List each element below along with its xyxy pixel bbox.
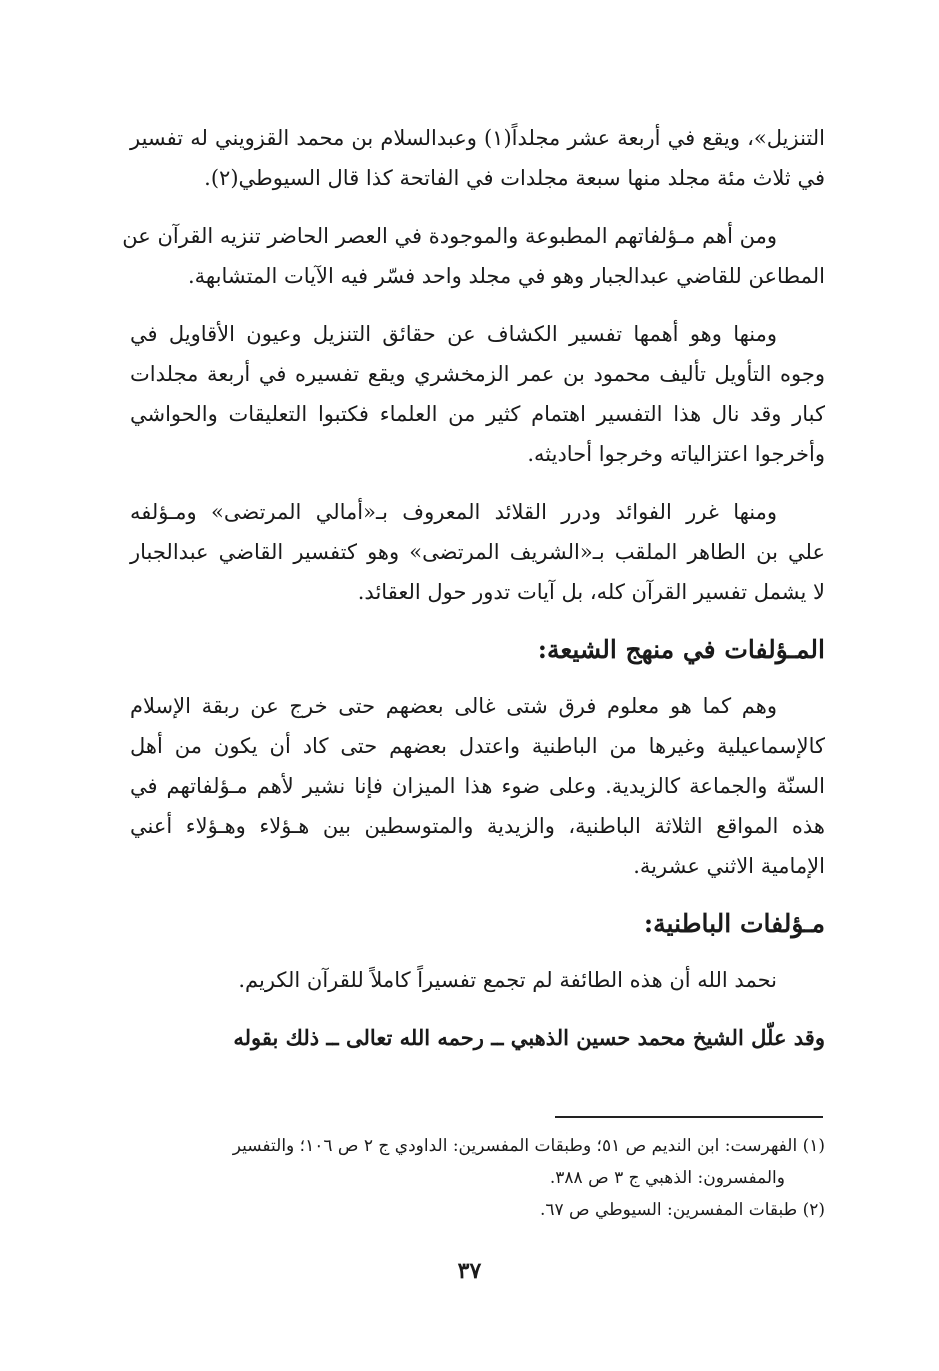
paragraph-6-line-1: نحمد الله أن هذه الطائفة لم تجمع تفسيراً كاملاً للقرآن الكريم. <box>238 968 777 992</box>
paragraph-4-line-2: علي بن الطاهر الملقب بـ«الشريف المرتضى» وهو كتفسير القاضي عبدالجبار <box>130 540 825 564</box>
footnote-2-line-1: (٢) طبقات المفسرين: السيوطي ص ٦٧. <box>539 1200 825 1220</box>
paragraph-1 <box>130 118 825 198</box>
section-heading-shia: المـؤلفات في منهج الشيعة: <box>537 635 825 664</box>
paragraph-3-line-4: وأخرجوا اعتزالياته وخرجوا أحاديثه. <box>527 442 825 466</box>
paragraph-2-line-1: ومن أهم مـؤلفاتهم المطبوعة والموجودة في العصر الحاضر تنزيه القرآن عن <box>122 224 777 248</box>
paragraph-5-line-1: وهم كما هو معلوم فرق شتى غالى بعضهم حتى خرج عن ربقة الإسلام <box>130 694 777 718</box>
paragraph-4-line-3: لا يشمل تفسير القرآن كله، بل آيات تدور حول العقائد. <box>357 580 825 604</box>
paragraph-3 <box>130 314 825 474</box>
paragraph-4 <box>130 492 825 612</box>
page-number: ٣٧ <box>457 1258 482 1284</box>
footnote-1-line-2: والمفسرون: الذهبي ج ٣ ص ٣٨٨. <box>549 1168 785 1188</box>
footnote-1-line-1: (١) الفهرست: ابن النديم ص ٥١؛ وطبقات المفسرين: الداودي ج ٢ ص ١٠٦؛ والتفسير <box>232 1136 825 1156</box>
paragraph-7 <box>130 1018 825 1058</box>
paragraph-3-line-3: كبار وقد نال هذا التفسير اهتمام كثير من العلماء فكتبوا التعليقات والحواشي <box>130 402 825 426</box>
paragraph-5-line-4: هذه المواقع الثلاثة الباطنية، والزيدية والمتوسطين بين هـؤلاء وهـؤلاء أعني <box>130 814 825 838</box>
paragraph-4-line-1: ومنها غرر الفوائد ودرر القلائد المعروف بـ«أمالي المرتضى» ومـؤلفه <box>130 500 777 524</box>
paragraph-5-line-2: كالإسماعيلية وغيرها من الباطنية واعتدل بعضهم حتى كاد أن يكون من أهل <box>130 734 825 758</box>
paragraph-1-line-1: التنزيل»، ويقع في أربعة عشر مجلداً(١) وعبدالسلام بن محمد القزويني له تفسير <box>130 126 825 150</box>
page-body <box>122 118 826 1076</box>
paragraph-3-line-1: ومنها وهو أهمها تفسير الكشاف عن حقائق التنزيل وعيون الأقاويل في <box>130 322 777 346</box>
footnotes <box>130 1130 825 1226</box>
paragraph-5 <box>130 686 825 886</box>
paragraph-2 <box>122 216 825 296</box>
section-heading-batiniyya: مـؤلفات الباطنية: <box>643 909 825 938</box>
footnote-divider <box>555 1116 823 1118</box>
footnote-2 <box>130 1194 825 1226</box>
paragraph-5-line-5: الإمامية الاثني عشرية. <box>633 854 825 878</box>
paragraph-7-line-1: وقد علّل الشيخ محمد حسين الذهبي ــ رحمه الله تعالى ــ ذلك بقوله <box>233 1025 825 1050</box>
paragraph-6 <box>130 960 825 1000</box>
paragraph-3-line-2: وجوه التأويل تأليف محمود بن عمر الزمخشري ويقع تفسيره في أربعة مجلدات <box>130 362 826 386</box>
paragraph-1-line-2: في ثلاث مئة مجلد منها سبعة مجلدات في الفاتحة كذا قال السيوطي(٢). <box>204 166 825 190</box>
paragraph-5-line-3: السنّة والجماعة كالزيدية. وعلى ضوء هذا الميزان فإنا نشير لأهم مـؤلفاتهم في <box>130 774 825 798</box>
paragraph-2-line-2: المطاعن للقاضي عبدالجبار وهو في مجلد واحد فسّر فيه الآيات المتشابهة. <box>187 264 825 288</box>
footnote-1 <box>130 1130 825 1194</box>
